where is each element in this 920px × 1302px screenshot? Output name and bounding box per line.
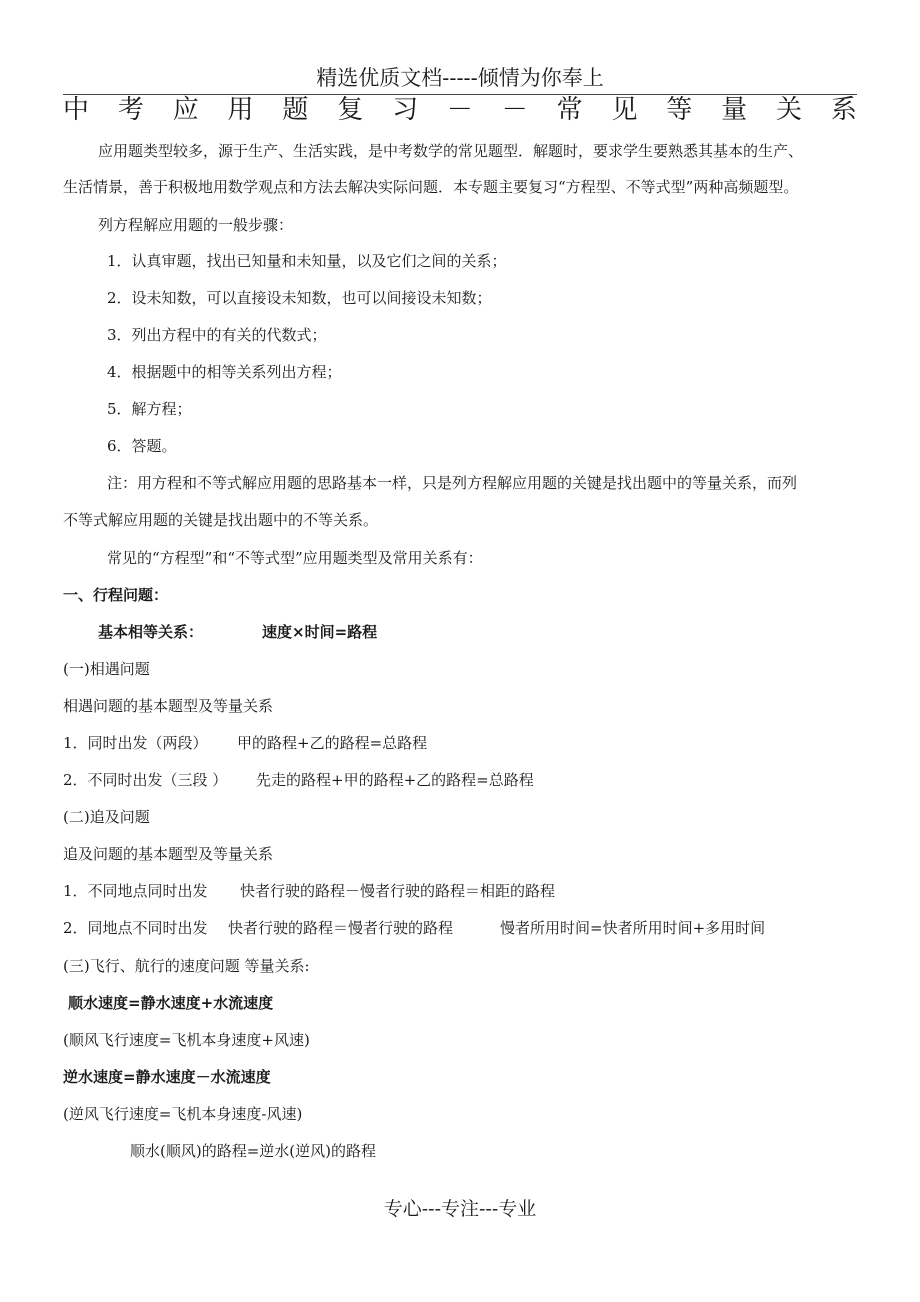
title-char: －	[446, 95, 473, 125]
chase-case-1: 1．不同地点同时出发	[63, 882, 208, 900]
title-char: 量	[721, 95, 748, 125]
intro-paragraph-line-2: 生活情景，善于积极地用数学观点和方法去解决实际问题．本专题主要复习“方程型、不等式型”两种高频题型。	[63, 178, 799, 196]
title-char: 关	[775, 95, 802, 125]
downstream-formula: 顺水速度=静水速度+水流速度	[68, 994, 274, 1012]
subsection-title-meeting: (一)相遇问题	[63, 660, 150, 678]
upwind-formula: (逆风飞行速度=飞机本身速度-风速)	[63, 1105, 303, 1123]
common-types-intro: 常见的“方程型”和“不等式型”应用题类型及常用关系有：	[107, 549, 483, 567]
title-char: 题	[282, 95, 309, 125]
meeting-relation-1: 甲的路程+乙的路程=总路程	[237, 734, 428, 752]
subsection-title-speed: (三)飞行、航行的速度问题 等量关系:	[63, 957, 310, 975]
meeting-case-1: 1．同时出发（两段）	[63, 734, 208, 752]
title-char: 等	[666, 95, 693, 125]
title-char: 应	[172, 95, 199, 125]
title-char: 系	[830, 95, 857, 125]
title-char: 习	[392, 95, 419, 125]
meeting-case-2: 2．不同时出发（三段 ）	[63, 771, 228, 789]
document-title	[63, 94, 857, 126]
subsection-desc-chase: 追及问题的基本题型及等量关系	[63, 845, 274, 863]
equal-distance-formula: 顺水(顺风)的路程=逆水(逆风)的路程	[130, 1142, 376, 1160]
page-footer: 专心---专注---专业	[383, 1198, 537, 1220]
chase-extra-relation: 慢者所用时间=快者所用时间+多用时间	[500, 919, 766, 937]
title-char: 考	[117, 95, 144, 125]
subsection-desc-meeting: 相遇问题的基本题型及等量关系	[63, 697, 274, 715]
basic-relation-formula: 速度×时间=路程	[262, 623, 378, 641]
basic-relation-label: 基本相等关系：	[98, 623, 204, 641]
subsection-title-chase: (二)追及问题	[63, 808, 150, 826]
title-char: 见	[611, 95, 638, 125]
title-char: 用	[227, 95, 254, 125]
steps-heading: 列方程解应用题的一般步骤：	[98, 216, 294, 234]
upstream-formula: 逆水速度=静水速度－水流速度	[63, 1068, 271, 1086]
page-header: 精选优质文档-----倾情为你奉上	[316, 66, 604, 90]
note-line-2: 不等式解应用题的关键是找出题中的不等关系。	[63, 511, 379, 529]
downwind-formula: (顺风飞行速度=飞机本身速度+风速)	[63, 1031, 310, 1049]
step-item: 6．答题。	[107, 437, 177, 455]
step-item: 4．根据题中的相等关系列出方程；	[107, 363, 342, 381]
step-item: 1．认真审题，找出已知量和未知量，以及它们之间的关系；	[107, 252, 507, 270]
step-item: 3．列出方程中的有关的代数式；	[107, 326, 327, 344]
note-line-1: 注：用方程和不等式解应用题的思路基本一样，只是列方程解应用题的关键是找出题中的等量关系，而列	[107, 474, 798, 492]
title-char: －	[501, 95, 528, 125]
title-char: 复	[337, 95, 364, 125]
meeting-relation-2: 先走的路程+甲的路程+乙的路程=总路程	[256, 771, 534, 789]
step-item: 2．设未知数，可以直接设未知数，也可以间接设未知数；	[107, 289, 492, 307]
intro-paragraph-line-1: 应用题类型较多，源于生产、生活实践，是中考数学的常见题型．解题时，要求学生要熟悉其基本的生产、	[98, 142, 804, 160]
step-item: 5．解方程；	[107, 400, 192, 418]
section-heading-travel: 一、行程问题：	[63, 586, 169, 604]
chase-relation-1: 快者行驶的路程－慢者行驶的路程＝相距的路程	[240, 882, 556, 900]
chase-relation-2: 快者行驶的路程＝慢者行驶的路程	[228, 919, 454, 937]
title-char: 中	[63, 95, 90, 125]
title-char: 常	[556, 95, 583, 125]
chase-case-2: 2．同地点不同时出发	[63, 919, 208, 937]
